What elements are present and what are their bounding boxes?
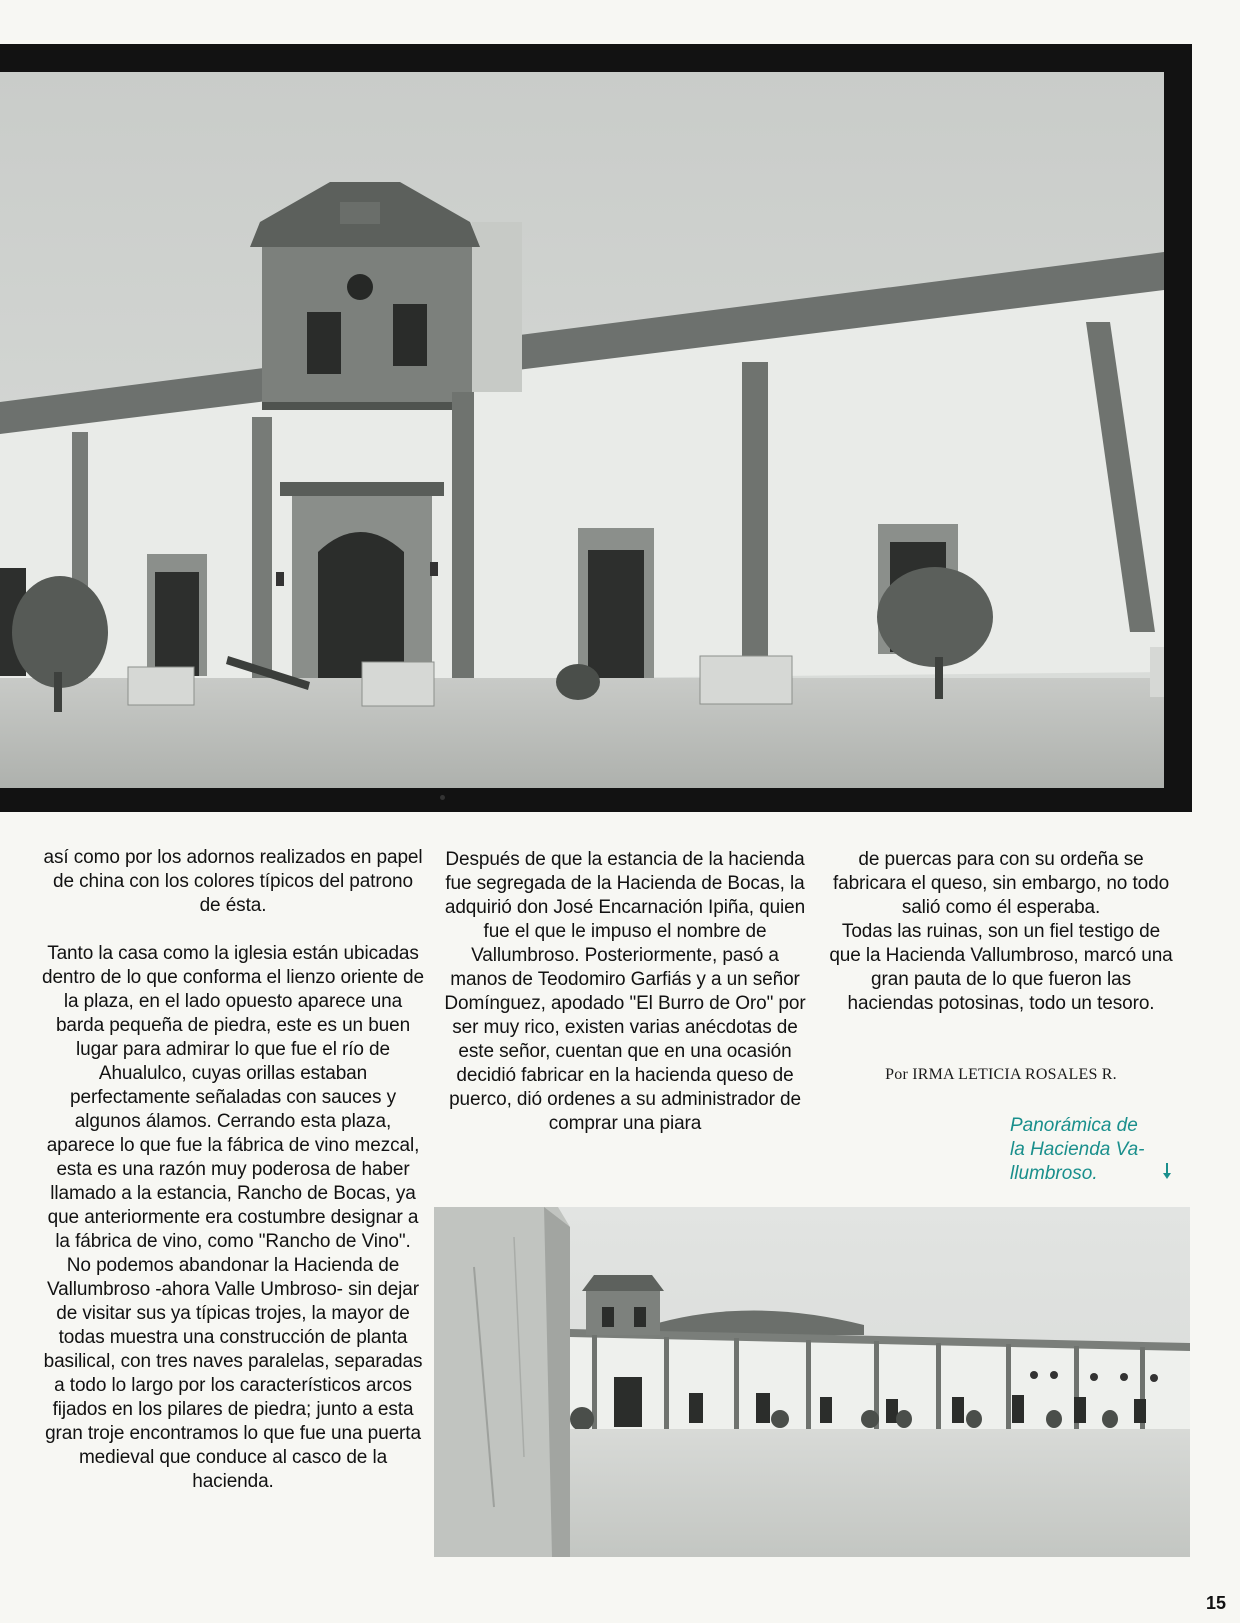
caption-line-3: llumbroso. [1010, 1163, 1098, 1184]
photo-caption [1010, 1114, 1180, 1186]
col1-paragraph-1: así como por los adornos realizados en papel de china con los colores típicos del patrono de ésta. [43, 847, 423, 916]
hacienda-facade-photo [0, 72, 1164, 788]
hacienda-facade-illustration [0, 72, 1164, 788]
hacienda-panorama-photo [434, 1207, 1190, 1557]
arrow-down-icon [1162, 1162, 1172, 1180]
col3-paragraph-2: Todas las ruinas, son un fiel testigo de que la Hacienda Vallumbroso, marcó una gran pauta de lo que fueron las haciendas potosinas, todo un tesoro. [829, 921, 1173, 1014]
article-column-1 [42, 846, 424, 1494]
article-column-3 [826, 848, 1176, 1016]
caption-line-2: la Hacienda Va- [1010, 1139, 1145, 1160]
frame-dot [440, 795, 445, 800]
hacienda-panorama-illustration [434, 1207, 1190, 1557]
col3-paragraph-1: de puercas para con su ordeña se fabricara el queso, sin embargo, no todo salió como él esperaba. [832, 849, 1170, 918]
top-photo-frame [0, 44, 1192, 812]
page-number: 15 [1205, 1593, 1226, 1613]
caption-line-1: Panorámica de [1010, 1115, 1138, 1136]
col2-paragraph-1: Después de que la estancia de la hacienda fue segregada de la Hacienda de Bocas, la adquirió don José Encarnación Ipiña, quien fue el que le impuso el nombre de Vallumbroso. Posteriormente, pasó a manos de Teodomiro Garfiás y a un señor Domínguez, apodado "El Burro de Oro" por ser muy rico, existen varias anécdotas de este señor, cuentan que en una ocasión decidió fabricar en la hacienda queso de puerco, dió ordenes a su administrador de comprar una piara [444, 849, 806, 1134]
col1-paragraph-3: No podemos abandonar la Hacienda de Vallumbroso -ahora Valle Umbroso- sin dejar de visitar sus ya típicas trojes, la mayor de todas muestra una construcción de planta basilical, con tres naves paralelas, separadas a todo lo largo por los característicos arcos fijados en los pilares de piedra; junto a esta gran troje encontramos lo que fue una puerta medieval que conduce al casco de la hacienda. [43, 1255, 423, 1492]
article-column-2 [444, 848, 806, 1136]
author-byline: Por IRMA LETICIA ROSALES R. [885, 1066, 1117, 1083]
col1-paragraph-2: Tanto la casa como la iglesia están ubicadas dentro de lo que conforma el lienzo oriente de la plaza, en el lado opuesto aparece una barda pequeña de piedra, este es un buen lugar para admirar lo que fue el río de Ahualulco, cuyas orillas estaban perfectamente señaladas con sauces y algunos álamos. Cerrando esta plaza, aparece lo que fue la fábrica de vino mezcal, esta es una razón muy poderosa de haber llamado a la estancia, Rancho de Bocas, ya que anteriormente era costumbre designar a la fábrica de vino, como "Rancho de Vino". [42, 943, 424, 1252]
